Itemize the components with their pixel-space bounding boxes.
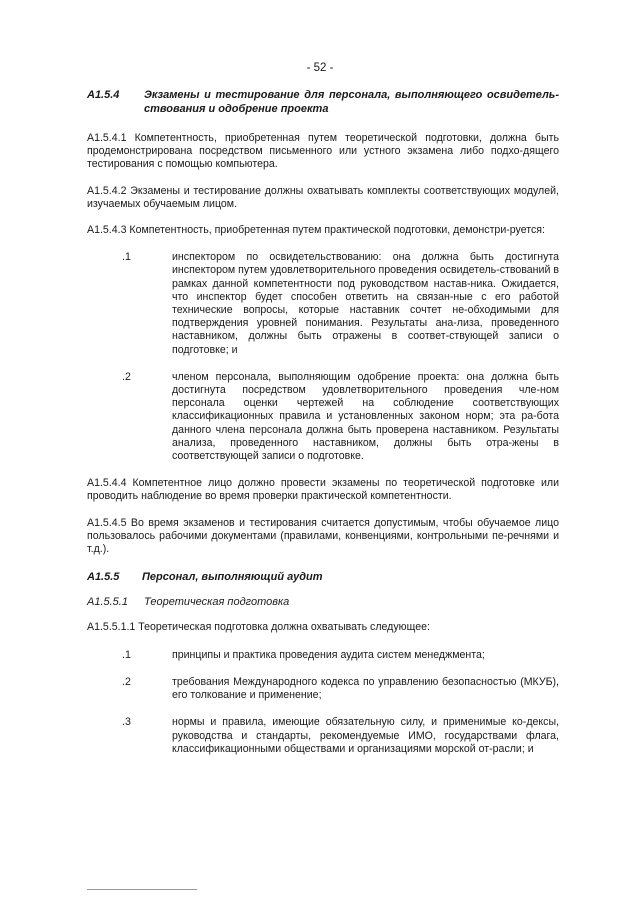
footer-divider [87, 889, 197, 890]
page-content [87, 88, 559, 756]
section-title: Экзамены и тестирование для персонала, выполняющего освидетель-ствования и одобрение проекта [144, 89, 559, 115]
list-marker: .1 [122, 648, 131, 661]
list-item [122, 251, 559, 357]
list-item-text: принципы и практика проведения аудита систем менеджмента; [172, 648, 485, 661]
subsection-heading-a1-5-5-1 [87, 596, 559, 609]
list-marker: .2 [122, 675, 131, 688]
list-marker: .1 [122, 251, 131, 264]
list-marker: .2 [122, 370, 131, 383]
list-item-text: инспектором по освидетельствованию: она должна быть достигнута инспектором путем удовлетворительного проведения освидетель-ствований в рамках данной компетентности под руководством настав-ника. Ожидается, что инспектор будет способен ответить на связан-ные с его работой технические вопросы, которые наставник сочтет не-обходимыми для подтверждения уровней понимания. Результаты ана-лиза, проведенного наставником, должны быть отражены в соответ-ствующей записи о подготовке; и [172, 251, 559, 356]
subsection-title: Теоретическая подготовка [144, 596, 290, 609]
section-number: A1.5.5 [87, 571, 120, 584]
list-item-text: членом персонала, выполняющим одобрение проекта: она должна быть достигнута посредством удовлетворительного проведения чле-ном персонала оценки чертежей на соблюдение соответствующих классификационных правила и установленных законом норм; эта ра-бота данного члена персонала должна быть проверена наставником. Результаты анализа, проведенного наставником, должны быть отра-жены в соответствующей записи о подготовке. [172, 370, 559, 463]
page-number: - 52 - [306, 62, 334, 74]
paragraph-a1-5-4-2: A1.5.4.2 Экзамены и тестирование должны охватывать комплекты соответствующих модулей, изучаемых обучаемым лицом. [87, 184, 559, 210]
section-title: Персонал, выполняющий аудит [142, 571, 323, 584]
list-marker: .3 [122, 716, 131, 729]
list-item [122, 649, 559, 662]
subsection-number: A1.5.5.1 [87, 596, 128, 609]
paragraph-a1-5-4-4: A1.5.4.4 Компетентное лицо должно провести экзамены по теоретической подготовке или проводить наблюдение во время проверки практической компетентности. [87, 477, 559, 503]
section-heading-a1-5-5 [87, 570, 559, 584]
list-item [122, 676, 559, 702]
list-item [122, 371, 559, 463]
section-heading-a1-5-4 [87, 88, 559, 116]
paragraph-a1-5-4-5: A1.5.4.5 Во время экзаменов и тестирования считается допустимым, чтобы обучаемое лицо пользовалось рабочими документами (правилами, конвенциями, контрольными пе-речнями и т.д.). [87, 516, 559, 556]
list-item-text: нормы и правила, имеющие обязательную силу, и применимые ко-дексы, руководства и стандарты, рекомендуемые ИМО, государствами флага, классификационными обществами и организациями морской от-расли; и [172, 716, 559, 755]
paragraph-a1-5-4-1: A1.5.4.1 Компетентность, приобретенная путем теоретической подготовки, должна быть продемонстрирована посредством письменного или устного экзамена либо подхо-дящего тестирования с помощью компьютера. [87, 132, 559, 171]
paragraph-a1-5-4-3: A1.5.4.3 Компетентность, приобретенная путем практической подготовки, демонстри-руется: [87, 224, 545, 237]
paragraph-a1-5-5-1-1: A1.5.5.1.1 Теоретическая подготовка должна охватывать следующее: [87, 621, 430, 634]
list-item-text: требования Международного кодекса по управлению безопасностью (МКУБ), его толкование и применение; [172, 675, 559, 702]
section-number: A1.5.4 [87, 89, 120, 101]
list-item [122, 716, 559, 756]
